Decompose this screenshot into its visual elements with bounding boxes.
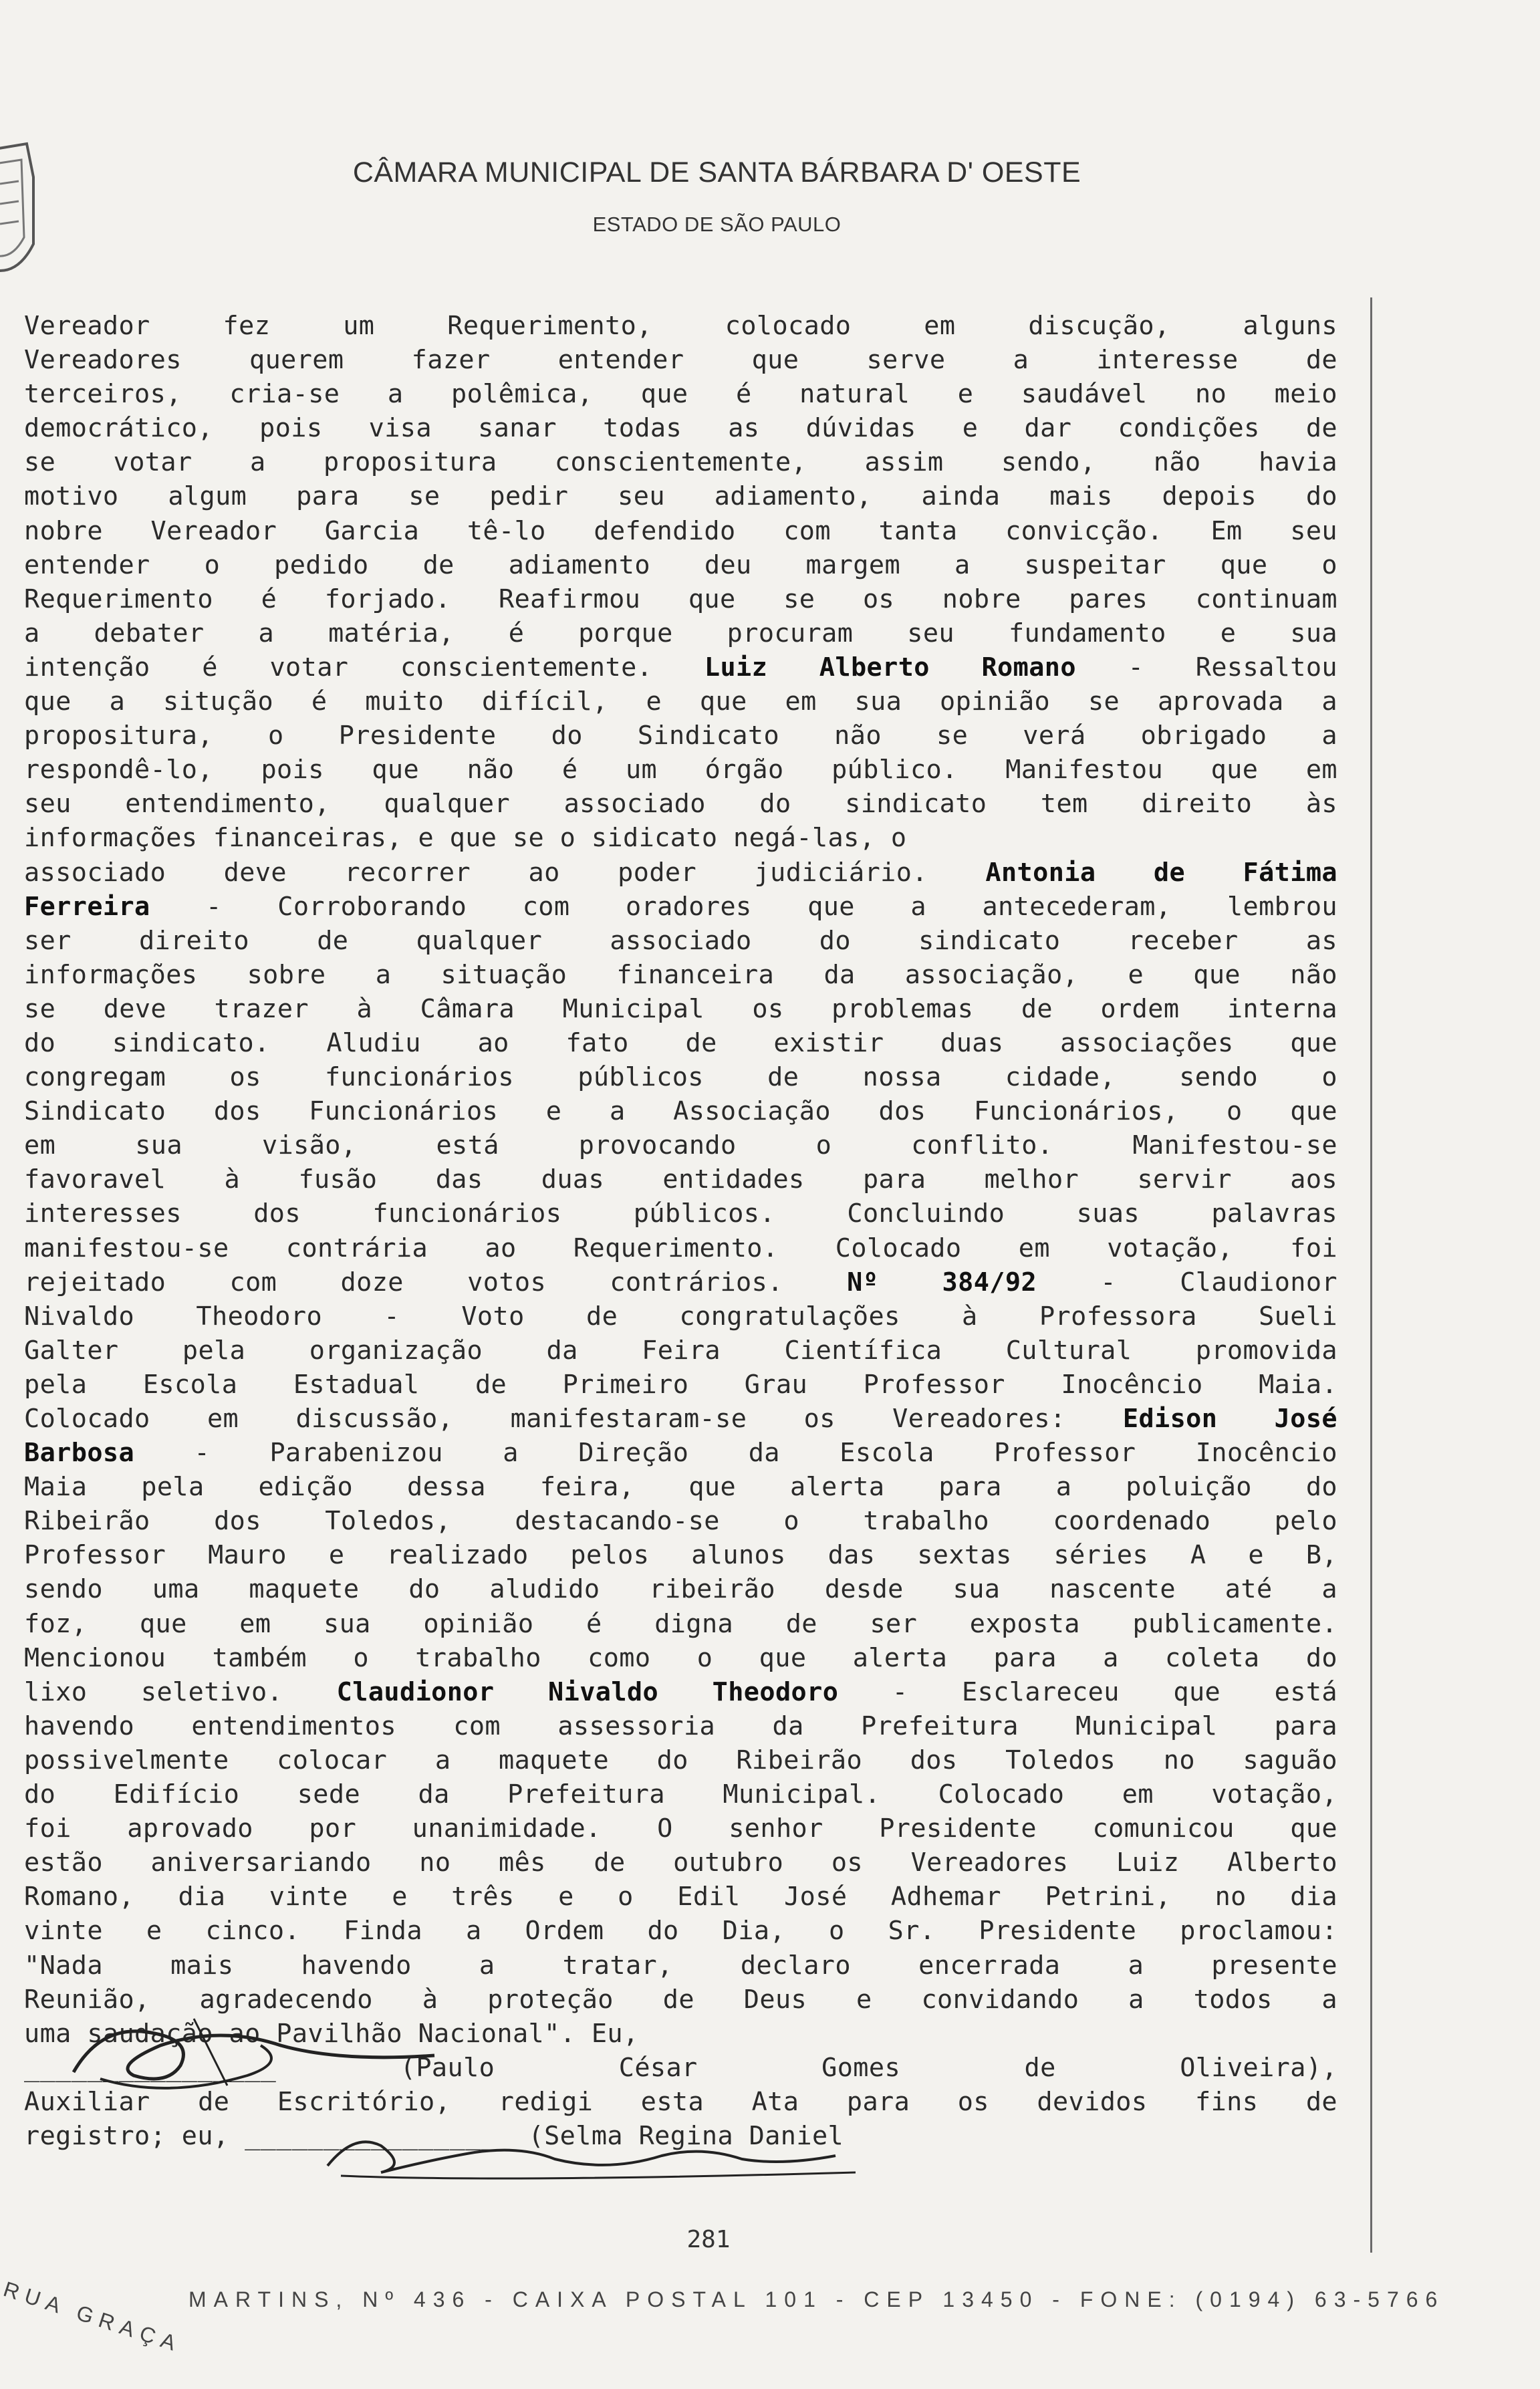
page-number: 281 <box>686 2226 731 2253</box>
text-line <box>24 890 1337 924</box>
line-text: Ribeirão dos Toledos, destacando-se o trabalho coordenado pelo <box>24 1506 1337 1537</box>
text-line <box>24 309 1337 343</box>
line-text: nobre Vereador Garcia tê-lo defendido com tanta convicção. Em seu <box>24 515 1337 546</box>
text-line <box>24 1060 1337 1094</box>
signature-selma <box>301 2119 882 2186</box>
text-line <box>24 1265 1337 1299</box>
chamber-title: CÂMARA MUNICIPAL DE SANTA BÁRBARA D' OESTE <box>352 156 1081 188</box>
line-text: rejeitado com doze votos contrários. <box>24 1267 848 1297</box>
text-line <box>24 1572 1337 1606</box>
speaker-name: Ferreira <box>24 891 150 922</box>
speaker-name: Luiz Alberto Romano <box>704 652 1076 682</box>
line-text: - Ressaltou <box>1075 652 1337 682</box>
line-text: vinte e cinco. Finda a Ordem do Dia, o Sr. Presidente proclamou: <box>24 1916 1337 1946</box>
footer-contact: MARTINS, Nº 436 - CAIXA POSTAL 101 - CEP 13450 - FONE: (0194) 63-5766 <box>188 2287 1445 2311</box>
speaker-name: Edison José <box>1122 1404 1337 1434</box>
line-text: Requerimento é forjado. Reafirmou que se os nobre pares continuam <box>24 584 1337 614</box>
line-text: terceiros, cria-se a polêmica, que é natural e saudável no meio <box>24 379 1337 410</box>
minutes-body <box>24 309 1337 2153</box>
line-text: Romano, dia vinte e três e o Edil José Adhemar Petrini, no dia <box>24 1882 1337 1912</box>
line-text: - Corroborando com oradores que a antecederam, lembrou <box>150 891 1337 922</box>
text-line <box>24 1914 1337 1948</box>
line-text: Vereador fez um Requerimento, colocado em discução, alguns <box>24 311 1337 341</box>
line-text: congregam os funcionários públicos de nossa cidade, sendo o <box>24 1062 1337 1093</box>
footer-street: RUA GRAÇA <box>0 2277 185 2358</box>
text-line <box>24 1846 1337 1880</box>
line-text: possivelmente colocar a maquete do Ribeirão dos Toledos no saguão <box>24 1745 1337 1775</box>
line-text: ________________ (Paulo César Gomes de Oliveira), <box>24 2052 1337 2083</box>
line-text: favoravel à fusão das duas entidades para melhor servir aos <box>24 1164 1337 1195</box>
line-text: se votar a propositura conscientemente, assim sendo, não havia <box>24 447 1337 478</box>
line-text: Nivaldo Theodoro - Voto de congratulações à Professora Sueli <box>24 1301 1337 1332</box>
line-text: manifestou-se contrária ao Requerimento. Colocado em votação, foi <box>24 1233 1337 1263</box>
line-text: informações financeiras, e que se o sidicato negá-las, o <box>24 823 907 854</box>
text-line <box>24 548 1337 582</box>
line-text: - Claudionor <box>1037 1267 1338 1297</box>
line-text: foi aprovado por unanimidade. O senhor Presidente comunicou que <box>24 1813 1337 1844</box>
text-line <box>24 1607 1337 1641</box>
text-line <box>24 992 1337 1026</box>
line-text: - Esclareceu que está <box>838 1676 1337 1707</box>
line-text: do sindicato. Aludiu ao fato de existir duas associações que <box>24 1027 1337 1058</box>
text-line <box>24 1231 1337 1265</box>
text-line <box>24 1197 1337 1231</box>
text-line <box>24 582 1337 616</box>
line-text: sendo uma maquete do aludido ribeirão desde sua nascente até a <box>24 1574 1337 1605</box>
line-text: Mencionou também o trabalho como o que alerta para a coleta do <box>24 1642 1337 1673</box>
line-text: em sua visão, está provocando o conflito. Manifestou-se <box>24 1130 1337 1161</box>
text-line <box>24 514 1337 548</box>
text-line <box>24 856 1337 890</box>
text-line <box>24 377 1337 411</box>
speaker-name: Antonia de Fátima <box>985 857 1337 888</box>
text-line <box>24 1334 1337 1368</box>
line-text: que a situção é muito difícil, e que em sua opinião se aprovada a <box>24 686 1337 717</box>
line-text: Galter pela organização da Feira Científica Cultural promovida <box>24 1335 1337 1366</box>
line-text: associado deve recorrer ao poder judiciário. <box>24 857 986 888</box>
line-text: havendo entendimentos com assessoria da Prefeitura Municipal para <box>24 1711 1337 1741</box>
line-text: informações sobre a situação financeira da associação, e que não <box>24 959 1337 990</box>
line-text: Maia pela edição dessa feira, que alerta para a poluição do <box>24 1472 1337 1503</box>
speaker-name: Claudionor Nivaldo Theodoro <box>336 1676 839 1707</box>
line-text: Professor Mauro e realizado pelos alunos das sextas séries A e B, <box>24 1540 1337 1571</box>
text-line <box>24 821 1337 855</box>
line-text: intenção é votar conscientemente. <box>24 652 704 682</box>
text-line <box>24 343 1337 377</box>
text-line <box>24 1094 1337 1128</box>
text-line <box>24 1538 1337 1572</box>
line-text: entender o pedido de adiamento deu margem a suspeitar que o <box>24 549 1337 580</box>
text-line <box>24 924 1337 958</box>
line-text: Auxiliar de Escritório, redigi esta Ata para os devidos fins de <box>24 2086 1337 2117</box>
line-text: Vereadores querem fazer entender que serve a interesse de <box>24 345 1337 376</box>
line-text: interesses dos funcionários públicos. Concluindo suas palavras <box>24 1199 1337 1229</box>
text-line <box>24 684 1337 719</box>
line-text: motivo algum para se pedir seu adiamento, ainda mais depois do <box>24 481 1337 512</box>
speaker-name: Nº 384/92 <box>847 1267 1037 1297</box>
text-line <box>24 1436 1337 1470</box>
line-text: foz, que em sua opinião é digna de ser exposta publicamente. <box>24 1608 1337 1639</box>
footer-address <box>0 2277 1445 2358</box>
line-text: Colocado em discussão, manifestaram-se os Vereadores: <box>24 1404 1123 1434</box>
speaker-name: Barbosa <box>24 1438 135 1469</box>
text-line <box>24 1402 1337 1436</box>
text-line <box>24 1470 1337 1504</box>
line-text: respondê-lo, pois que não é um órgão público. Manifestou que em <box>24 755 1337 785</box>
line-text: uma saudação ao Pavilhão Nacional". Eu, <box>24 2018 639 2049</box>
text-line <box>24 753 1337 787</box>
signature-paulo <box>60 1999 475 2099</box>
text-line <box>24 411 1337 445</box>
line-text: se deve trazer à Câmara Municipal os problemas de ordem interna <box>24 993 1337 1024</box>
line-text: democrático, pois visa sanar todas as dúvidas e dar condições de <box>24 413 1337 444</box>
text-line <box>24 1504 1337 1538</box>
line-text: seu entendimento, qualquer associado do sindicato tem direito às <box>24 789 1337 820</box>
text-line <box>24 1811 1337 1846</box>
line-text: propositura, o Presidente do Sindicato não se verá obrigado a <box>24 721 1337 751</box>
text-line <box>24 1128 1337 1162</box>
line-text: registro; eu, _________________ (Selma Regina Daniel <box>24 2120 844 2151</box>
line-text: lixo seletivo. <box>24 1676 337 1707</box>
text-line <box>24 445 1337 479</box>
text-line <box>24 1948 1337 1983</box>
line-text: - Parabenizou a Direção da Escola Professor Inocêncio <box>134 1438 1337 1469</box>
text-line <box>24 479 1337 513</box>
margin-line <box>1370 297 1372 2253</box>
text-line <box>24 1026 1337 1060</box>
text-line <box>24 616 1337 650</box>
text-line <box>24 1743 1337 1777</box>
text-line <box>24 1368 1337 1402</box>
text-line <box>24 1162 1337 1197</box>
text-line <box>24 1675 1337 1709</box>
text-line <box>24 1641 1337 1675</box>
text-line <box>24 787 1337 821</box>
line-text: Reunião, agradecendo à proteção de Deus e convidando a todos a <box>24 1984 1337 2015</box>
line-text: ser direito de qualquer associado do sindicato receber as <box>24 925 1337 956</box>
line-text: estão aniversariando no mês de outubro os Vereadores Luiz Alberto <box>24 1848 1337 1878</box>
text-line <box>24 1299 1337 1334</box>
line-text: do Edifício sede da Prefeitura Municipal. Colocado em votação, <box>24 1779 1337 1810</box>
text-line <box>24 1709 1337 1743</box>
text-line <box>24 958 1337 992</box>
text-line <box>24 1880 1337 1914</box>
line-text: pela Escola Estadual de Primeiro Grau Professor Inocêncio Maia. <box>24 1369 1337 1400</box>
text-line <box>24 1777 1337 1811</box>
line-text: "Nada mais havendo a tratar, declaro encerrada a presente <box>24 1950 1337 1981</box>
line-text: a debater a matéria, é porque procuram seu fundamento e sua <box>24 618 1337 648</box>
state-subtitle: ESTADO DE SÃO PAULO <box>592 213 842 236</box>
line-text: Sindicato dos Funcionários e a Associação dos Funcionários, o que <box>24 1096 1337 1127</box>
text-line <box>24 719 1337 753</box>
text-line <box>24 650 1337 684</box>
